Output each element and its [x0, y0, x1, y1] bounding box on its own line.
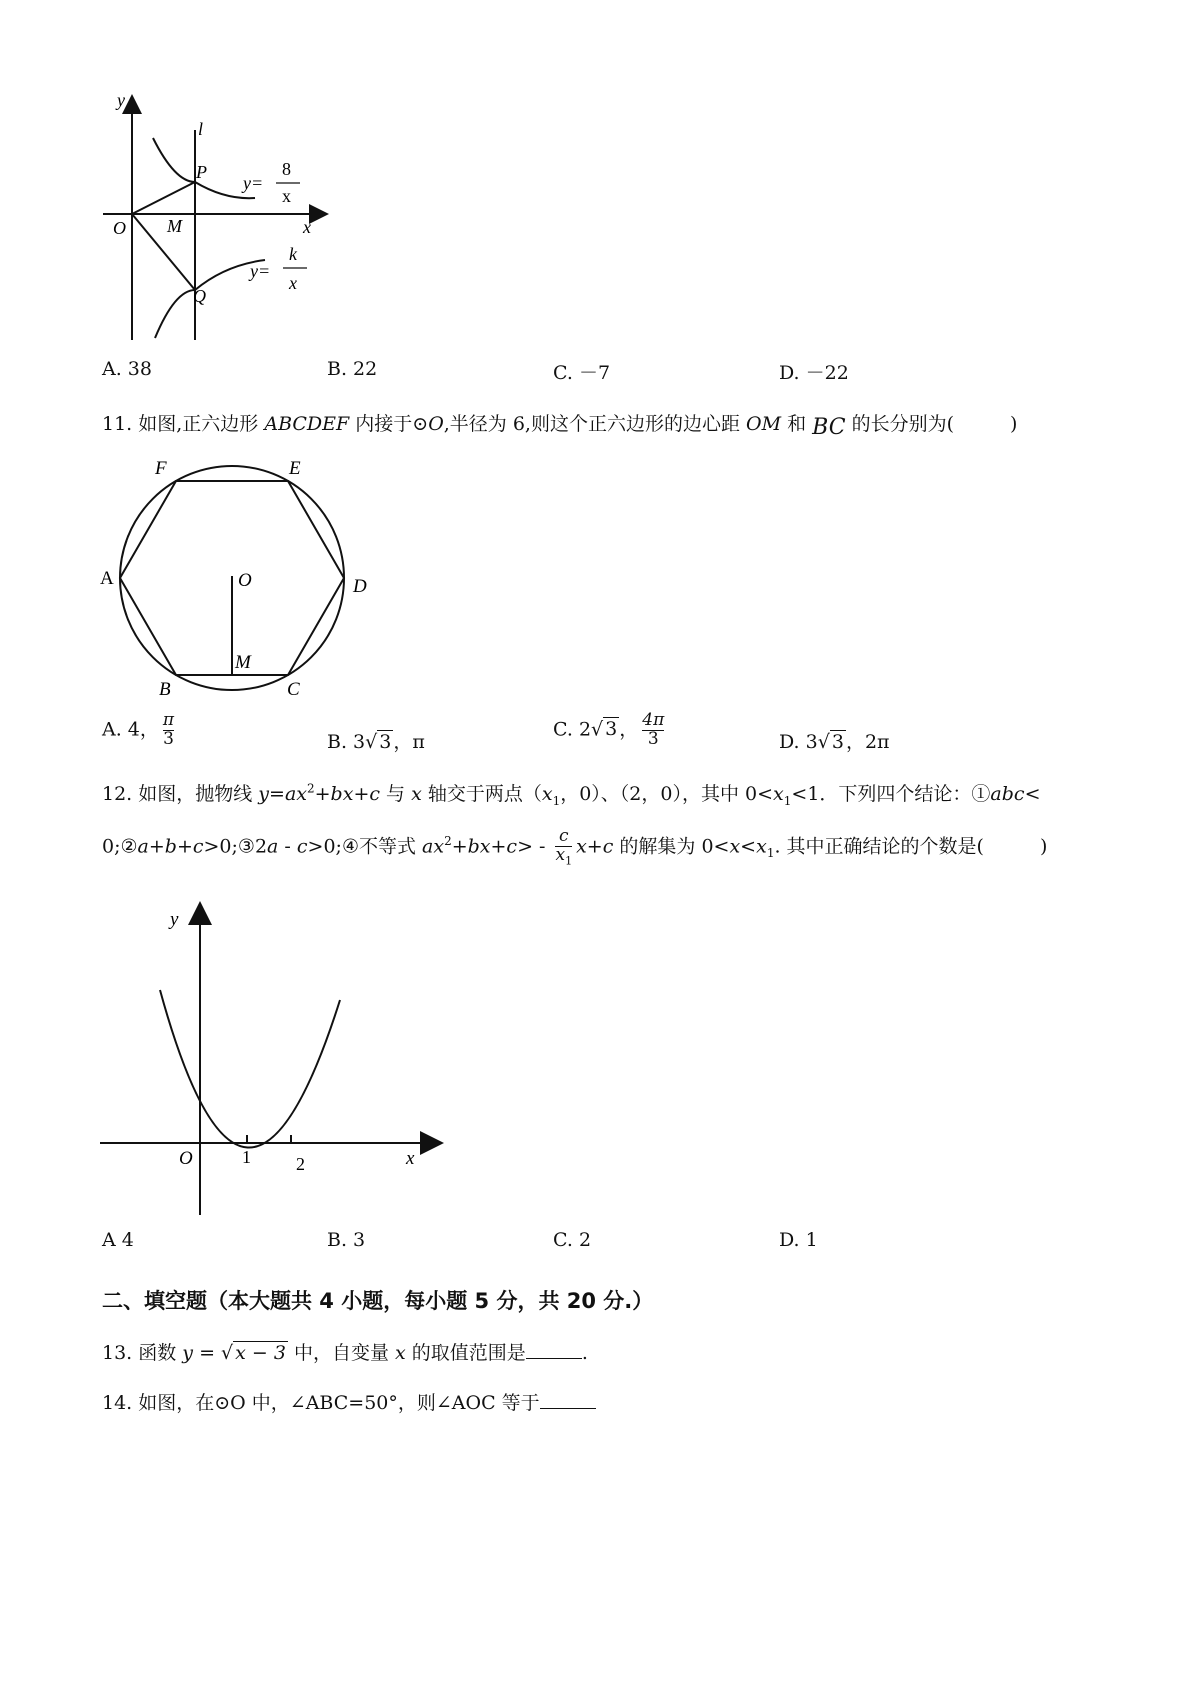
q11-label-o: O — [238, 570, 252, 591]
q10-label-y: y — [117, 90, 125, 110]
q10-figure — [95, 90, 355, 380]
q12-option-c: C. 2 — [553, 1229, 592, 1251]
q14-question: 14. 如图，在⊙O 中，∠ABC=50°，则∠AOC 等于 — [102, 1388, 596, 1415]
q10-label-p: P — [196, 162, 207, 182]
q12-label-y: y — [170, 909, 179, 930]
q10-option-b: B. 22 — [327, 358, 378, 380]
q12-question-line2: 0;②a+b+c>0;③2a - c>0;④不等式 $ax^2+bx+c>$ - $\frac{c}{x_1}$ x+c 的解集为 $0<x<x_1$. 其中正确结论的个数是( ) — [102, 826, 1048, 868]
q10-label-o: O — [113, 218, 126, 238]
q12-option-a: A 4 — [102, 1229, 134, 1251]
q12-parabola — [160, 990, 340, 1148]
q11-figure — [95, 450, 385, 710]
q12-label-o: O — [179, 1148, 193, 1169]
q11-label-a: A — [100, 568, 114, 589]
q11-option-a: A. 4， $\frac{\pi}{3}$ — [102, 710, 175, 749]
q11-label-m: M — [235, 652, 251, 673]
q11-option-d: D. 3√ 3 ，2π — [779, 731, 890, 753]
q10-eq-top-den: x — [282, 186, 291, 206]
q10-segment-op — [132, 182, 195, 214]
section-2-title: 二、填空题（本大题共 4 小题，每小题 5 分，共 20 分.） — [102, 1289, 654, 1313]
q12-option-b: B. 3 — [327, 1229, 366, 1251]
q10-option-a: A. 38 — [102, 358, 152, 380]
q14-answer-blank[interactable] — [540, 1390, 596, 1409]
q10-option-c: C. －7 — [553, 362, 611, 384]
q12-label-1: 1 — [242, 1147, 251, 1167]
q13-question: 13. 函数 y = √ x − 3 中，自变量 x 的取值范围是 . — [102, 1342, 588, 1364]
q11-question: 11. 如图,正六边形 ABCDEF 内接于⊙O,半径为 6,则这个正六边形的边心距 OM 和 BC 的长分别为( ) — [102, 413, 1018, 440]
q12-label-x: x — [406, 1148, 415, 1169]
q10-eq-bottom-num: k — [289, 244, 297, 264]
q12-label-2: 2 — [296, 1154, 305, 1174]
q11-label-d: D — [353, 576, 367, 597]
q10-label-m: M — [167, 216, 182, 236]
q10-segment-oq — [132, 214, 195, 290]
q11-option-c: C. 2√ 3 ， $\frac{4\pi}{3}$ — [553, 710, 665, 749]
q10-eq-bottom-lhs: y= — [250, 261, 271, 281]
q12-option-d: D. 1 — [779, 1229, 818, 1251]
q10-label-q: Q — [193, 286, 206, 306]
q10-option-d: D. －22 — [779, 362, 849, 384]
q11-option-b: B. 3√ 3 ，π — [327, 731, 425, 753]
q10-curve-bottom — [155, 260, 265, 338]
q10-eq-top-num: 8 — [282, 159, 291, 179]
q10-eq-bottom-den: x — [289, 273, 297, 293]
q10-label-l: l — [198, 119, 204, 139]
q12-figure — [95, 895, 455, 1225]
q12-question-line1: 12. 如图，抛物线 $y=ax^2+bx+c$ 与 x 轴交于两点（$x_1$，0）、（2，0），其中 $0<x_1<1$．下列四个结论：①abc< — [102, 781, 1041, 808]
q11-label-f: F — [155, 458, 167, 479]
q11-label-c: C — [287, 679, 300, 700]
q11-label-b: B — [159, 679, 171, 700]
q10-label-x: x — [303, 217, 311, 237]
q10-eq-top-lhs: y= — [243, 173, 264, 193]
q13-answer-blank[interactable] — [526, 1340, 582, 1359]
q11-label-e: E — [289, 458, 301, 479]
